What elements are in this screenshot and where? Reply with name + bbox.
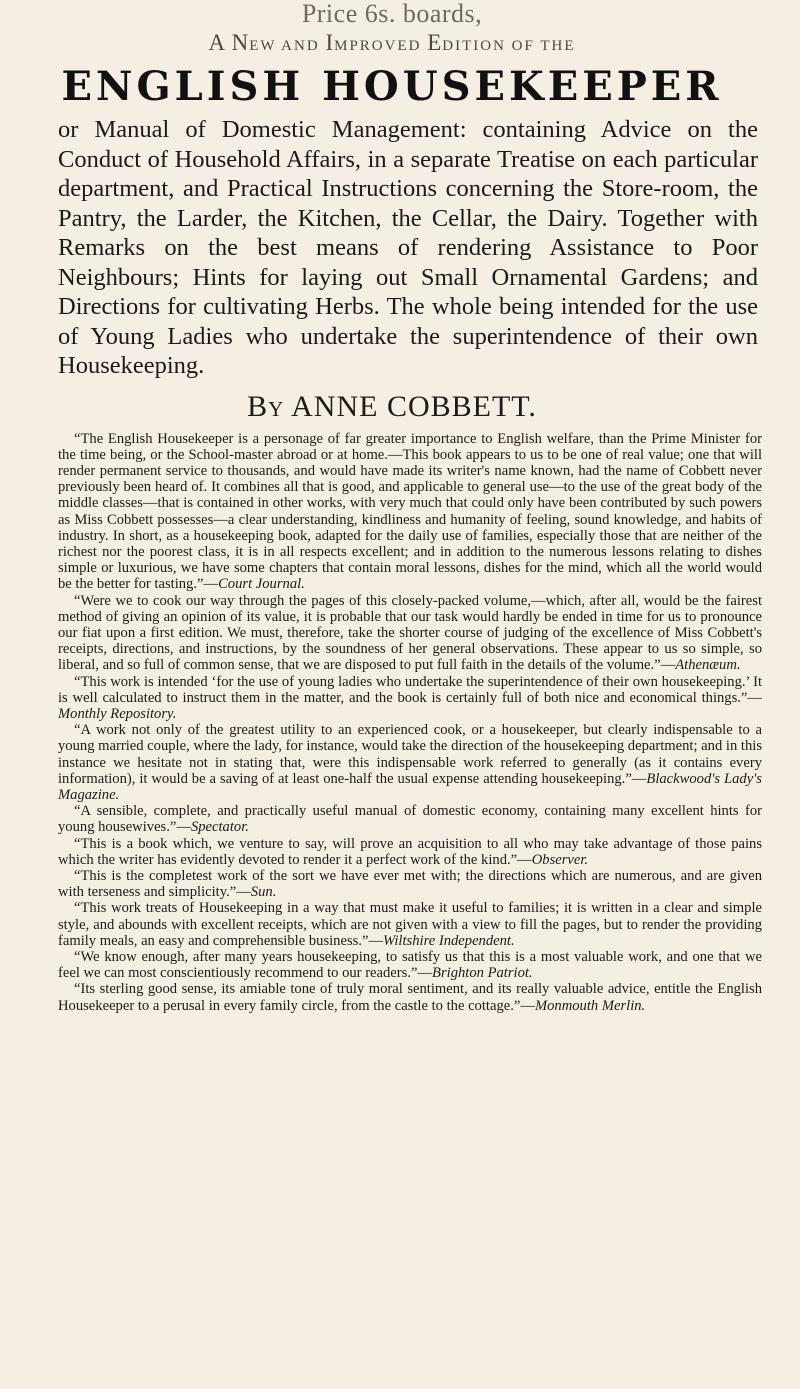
review-source: Brighton Patriot. [432,965,533,982]
price-line: Price 6s. boards, [301,0,483,28]
review-item [58,900,762,949]
edition-mid: EW AND [249,38,326,54]
advertisement-page [22,0,762,1014]
review-text: “A work not only of the greatest utility to an experienced cook, or a housekeeper, but clearly indispensable to a young married couple, where the lady, for instance, would take the direction of the housekeeping department; and in this instance we hesitate not in stating that, were this indispensable work referred to generally (as it contains every information), it would be a saving of at least one-half the usual expense attending housekeeping.”— [58,722,762,787]
review-item [58,674,762,723]
review-item [58,803,762,835]
review-text: “Its sterling good sense, its amiable tone of truly moral sentiment, and its really valuable advice, entitle the English Housekeeper to a perusal in every family circle, from the castle to the cottage.”— [58,981,762,1014]
review-item [58,949,762,981]
review-text: “This work is intended ‘for the use of young ladies who undertake the superintendence of their own housekeeping.’ It is well calculated to instruct them in the matter, and the book is certainly full of both nice and economical things.”— [58,673,762,706]
byline-by: By [247,389,285,423]
edition-line [22,28,762,61]
byline [22,389,762,425]
edition-rest: MPROVED [334,38,428,54]
review-text: “This is a book which, we venture to say, will prove an acquisition to all who may take advantage of those pains which the writer has evidently devoted to render it a perfect work of the kind.”— [58,835,762,868]
review-source: Athenæum. [675,657,741,674]
edition-prefix: A N [208,30,250,55]
press-reviews [58,431,762,1014]
review-source: Spectator. [190,819,249,836]
author-name: ANNE COBBETT. [291,389,537,423]
edition-end: DITION OF THE [442,38,576,54]
review-source: Blackwood's Lady's Magazine. [58,770,762,803]
review-source: Wiltshire Independent. [383,932,515,949]
edition-i: I [325,30,335,55]
review-source: Monmouth Merlin. [534,997,646,1014]
review-item [58,868,762,900]
review-source: Monthly Repository. [58,705,177,722]
review-text: “A sensible, complete, and practically useful manual of domestic economy, containing many excellent hints for young housewives.”— [58,803,762,836]
edition-e: E [427,30,443,55]
review-item [58,431,762,593]
review-text: “We know enough, after many years housekeeping, to satisfy us that this is a most valuable work, and one that we feel we can most conscientiously recommend to our readers.”— [58,949,762,982]
review-source: Observer. [531,851,589,868]
review-source: Court Journal. [218,576,305,593]
book-description: or Manual of Domestic Management: containing Advice on the Conduct of Household Affairs, in a separate Treatise on each particular department, and Practical Instructions concerning the Store-room, the Pantry, the Larder, the Kitchen, the Cellar, the Dairy. Together with Remarks on the best means of rendering Assistance to Poor Neighbours; Hints for laying out Small Ornamental Gardens; and Directions for cultivating Herbs. The whole being intended for the use of Young Ladies who undertake the superintendence of their own Housekeeping. [58,116,758,379]
review-item [58,981,762,1013]
review-item [58,593,762,674]
review-text: “The English Housekeeper is a personage of far greater importance to English welfare, than the Prime Minister for the time being, or the School-master abroad or at home.—This book appears to us to be one of real value; one that will render permanent service to thousands, and would have made its writer's name known, had the name of Cobbett never previously been heard of. It combines all that is good, and applicable to general use—to the use of the great body of the middle classes—that is contained in other works, with very much that could only have been contributed by such powers as Miss Cobbett possesses—a clear understanding, kindliness and humanity of feeling, sound knowledge, and habits of industry. In short, as a housekeeping book, adapted for the daily use of families, especially those that are neither of the richest nor the poorest class, it is in all respects excellent; and in addition to the numerous lessons relating to dishes simple or luxurious, we have some chapters that contain moral lessons, dishes for the mind, which all the world would be the better for tasting.”— [58,430,762,593]
review-text: “Were we to cook our way through the pages of this closely-packed volume,—which, after all, would be the fairest method of giving an opinion of its value, it is probable that our task would hardly be ended in time for us to pronounce our fiat upon a first edition. We must, therefore, take the shorter course of judging of the excellence of Miss Cobbett's receipts, directions, and instructions, by the soundness of her general observations. These appear to us so simple, so liberal, and so full of common sense, that we are disposed to put full faith in the details of the volume.”— [58,592,762,674]
review-item [58,836,762,868]
review-item [58,722,762,803]
review-source: Sun. [250,884,277,901]
book-title: ENGLISH HOUSEKEEPER [61,63,723,110]
review-text: “This is the completest work of the sort we have ever met with; the directions which are numerous, and are given with terseness and simplicity.”— [58,867,762,901]
review-text: “This work treats of Housekeeping in a way that must make it useful to families; it is written in a clear and simple style, and abounds with excellent receipts, which are not given with a view to fill the pages, but to render the providing family meals, an easy and comprehensible business.”— [58,900,762,949]
